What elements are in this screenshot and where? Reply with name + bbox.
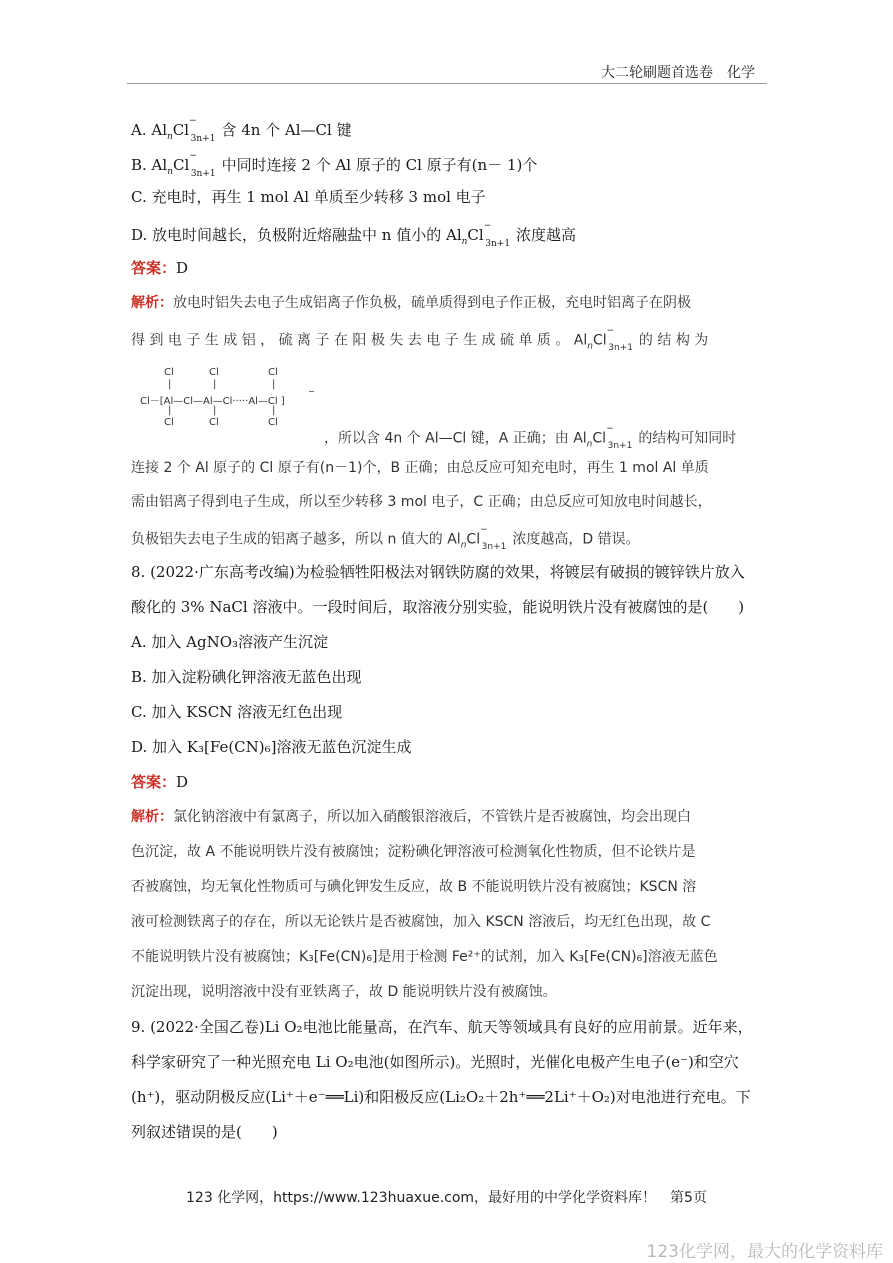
- q9-stem-line-2: 科学家研究了一种光照充电 Li O₂电池(如图所示)。光照时，光催化电极产生电子(e⁻)和空穴: [131, 1053, 739, 1071]
- struct-middle-chain: Cl－[Al—Cl—Al—Cl·····Al—Cl ]: [140, 396, 285, 407]
- struct-bottom-cl-1: Cl: [164, 417, 174, 428]
- struct-top-cl-1: Cl: [164, 367, 174, 378]
- page-header-title: 大二轮刷题首选卷 化学: [601, 65, 755, 81]
- q8-option-b: B. 加入淀粉碘化钾溶液无蓝色出现: [131, 668, 362, 686]
- q8-analysis-line-1: 解析：氯化钠溶液中有氯离子，所以加入硝酸银溶液后，不管铁片是否被腐蚀，均会出现白: [131, 809, 691, 825]
- q7-analysis-line-6: 负极铝失去电子生成的铝离子越多，所以 n 值大的 $Al_nCl^-_{3n+1}$ 浓度越高，D 错误。: [131, 525, 640, 553]
- struct-bottom-cl-2: Cl: [209, 417, 219, 428]
- q9-stem-line-3: (h⁺)，驱动阴极反应(Li⁺＋e⁻══Li)和阳极反应(Li₂O₂＋2h⁺══2Li⁺＋O₂)对电池进行充电。下: [131, 1088, 751, 1106]
- page-footer: 123 化学网，https://www.123huaxue.com，最好用的中学化学资料库！ 第5页: [186, 1190, 707, 1206]
- q8-analysis-line-3: 否被腐蚀，均无氧化性物质可与碘化钾发生反应，故 B 不能说明铁片没有被腐蚀；KSCN 溶: [131, 879, 697, 895]
- q7-answer: 答案：D: [131, 259, 189, 277]
- q7-option-a: A. $Al_nCl^-_{3n+1}$ 含 4n 个 Al—Cl 键: [131, 116, 352, 144]
- q9-stem-line-1: 9. (2022·全国乙卷)Li O₂电池比能量高，在汽车、航天等领域具有良好的应用前景。近年来，: [131, 1018, 753, 1036]
- struct-bottom-cl-3: Cl: [268, 417, 278, 428]
- q8-option-d: D. 加入 K₃[Fe(CN)₆]溶液无蓝色沉淀生成: [131, 738, 412, 756]
- struct-top-cl-2: Cl: [209, 367, 219, 378]
- q8-answer: 答案：D: [131, 773, 189, 791]
- q8-option-a: A. 加入 AgNO₃溶液产生沉淀: [131, 633, 329, 651]
- alcl-structure-diagram: Cl Cl Cl | | | Cl－[Al—Cl—Al—Cl·····Al—Cl ] − | | | Cl Cl Cl: [140, 367, 315, 428]
- q7-option-b: B. $Al_nCl^-_{3n+1}$ 中同时连接 2 个 Al 原子的 Cl 原子有(n－ 1)个: [131, 151, 538, 179]
- header-divider: [127, 83, 767, 84]
- q8-analysis-line-2: 色沉淀，故 A 不能说明铁片没有被腐蚀；淀粉碘化钾溶液可检测氧化性物质，但不论铁片是: [131, 844, 696, 860]
- q8-option-c: C. 加入 KSCN 溶液无红色出现: [131, 703, 343, 721]
- q7-option-d: D. 放电时间越长，负极附近熔融盐中 n 值小的 $Al_nCl^-_{3n+1}$ 浓度越高: [131, 221, 577, 249]
- q8-analysis-line-4: 液可检测铁离子的存在，所以无论铁片是否被腐蚀，加入 KSCN 溶液后，均无红色出现，故 C: [131, 914, 711, 930]
- q7-option-c: C. 充电时，再生 1 mol Al 单质至少转移 3 mol 电子: [131, 188, 486, 206]
- q8-analysis-line-6: 沉淀出现，说明溶液中没有亚铁离子，故 D 能说明铁片没有被腐蚀。: [131, 984, 557, 1000]
- q7-analysis-line-3: ，所以含 4n 个 Al—Cl 键，A 正确；由 $Al_nCl^-_{3n+1}$ 的结构可知同时: [324, 424, 737, 452]
- q8-analysis-line-5: 不能说明铁片没有被腐蚀；K₃[Fe(CN)₆]是用于检测 Fe²⁺的试剂，加入 K₃[Fe(CN)₆]溶液无蓝色: [131, 949, 718, 965]
- site-watermark: 123化学网，最大的化学资料库: [646, 1242, 883, 1262]
- q7-analysis-line-2: 得 到 电 子 生 成 铝 ， 硫 离 子 在 阳 极 失 去 电 子 生 成 硫 单 质 。 $Al_nCl^-_{3n+1}$ 的 结 构 为: [131, 326, 709, 354]
- q9-stem-line-4: 列叙述错误的是( ): [131, 1123, 278, 1141]
- q7-analysis-line-1: 解析：放电时铝失去电子生成铝离子作负极，硫单质得到电子作正极，充电时铝离子在阴极: [131, 295, 691, 311]
- q8-stem-line-2: 酸化的 3% NaCl 溶液中。一段时间后，取溶液分别实验，能说明铁片没有被腐蚀的是( ): [131, 598, 745, 616]
- struct-top-cl-3: Cl: [268, 367, 278, 378]
- struct-charge: −: [308, 387, 315, 396]
- q7-analysis-line-5: 需由铝离子得到电子生成，所以至少转移 3 mol 电子，C 正确；由总反应可知放电时间越长，: [131, 494, 712, 510]
- q7-analysis-line-4: 连接 2 个 Al 原子的 Cl 原子有(n－1)个，B 正确；由总反应可知充电时，再生 1 mol Al 单质: [131, 460, 709, 476]
- q8-stem-line-1: 8. (2022·广东高考改编)为检验牺牲阳极法对钢铁防腐的效果，将镀层有破损的镀锌铁片放入: [131, 563, 745, 581]
